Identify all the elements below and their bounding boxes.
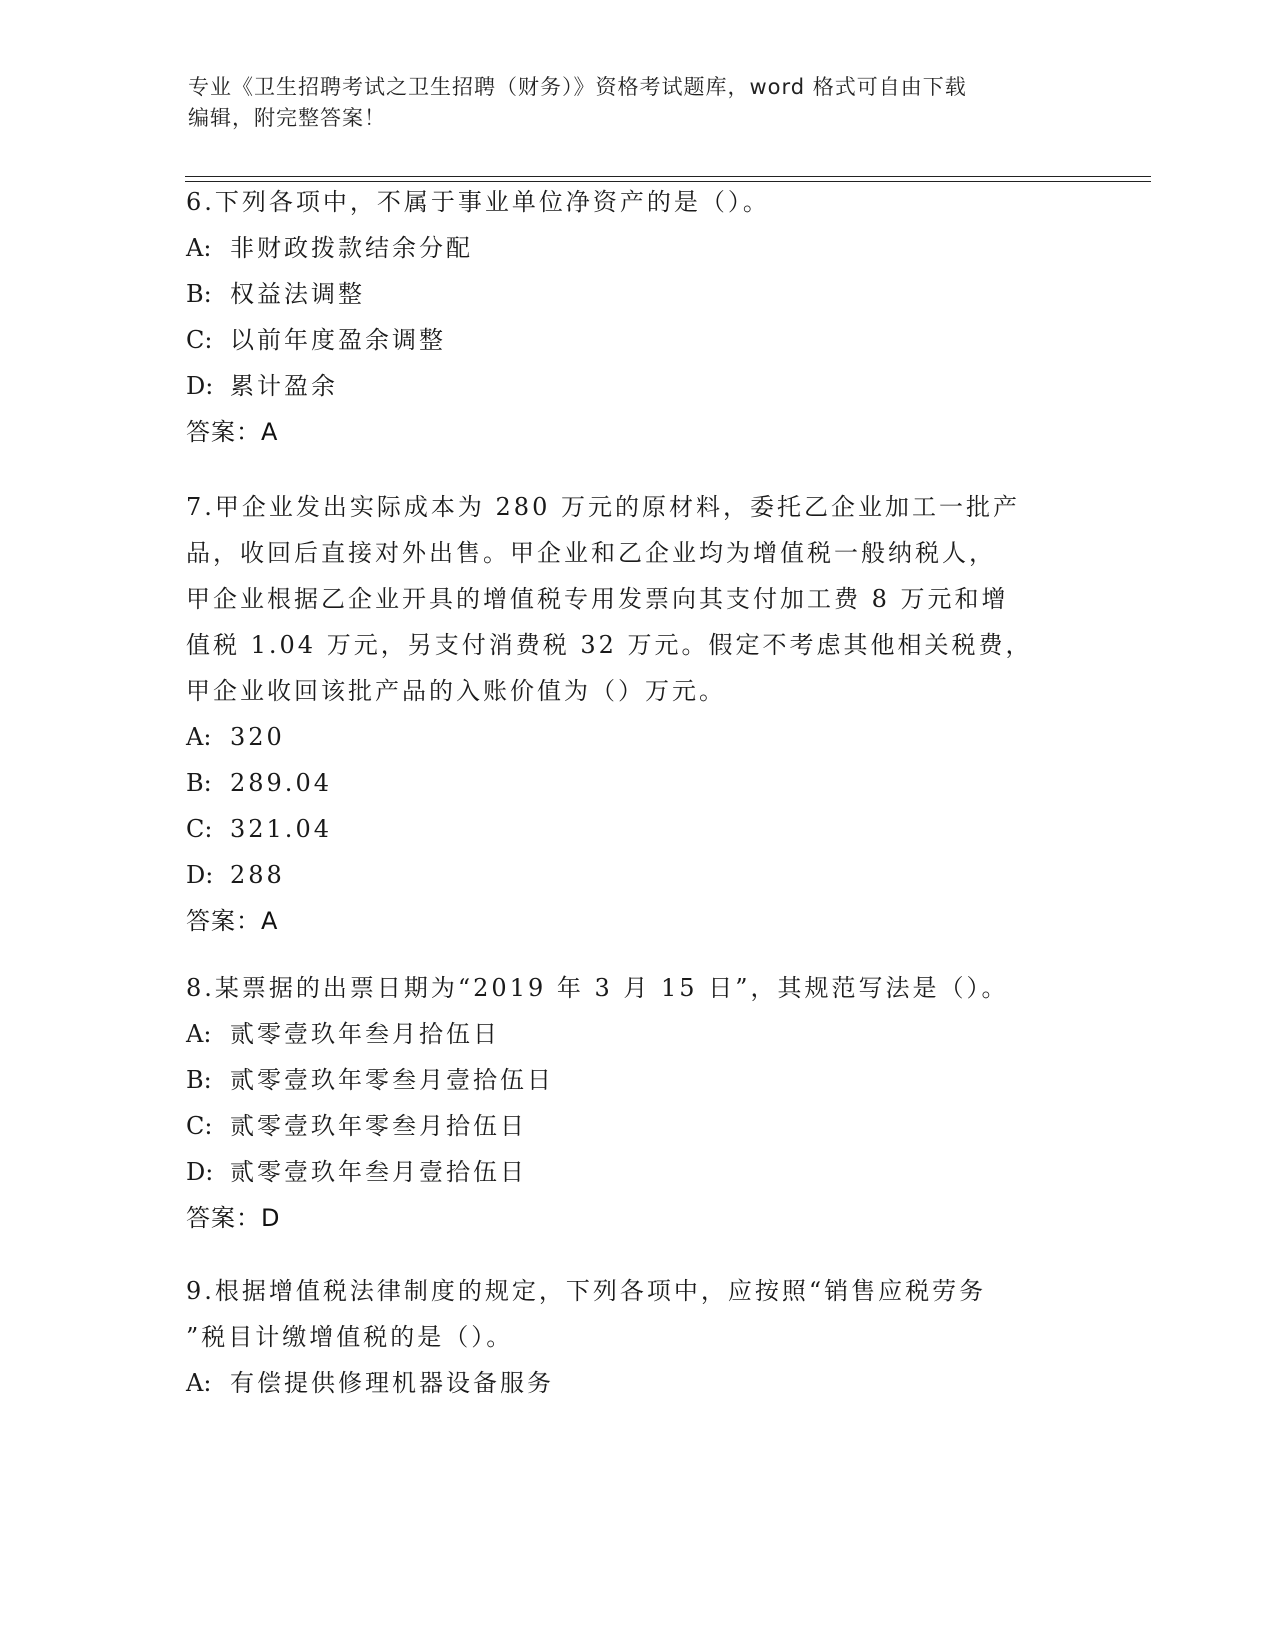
option-label: D: [186,861,214,889]
option-text: 贰零壹玖年叁月拾伍日 [230,1020,500,1048]
option-label: A: [186,723,212,751]
option-label: C: [186,326,213,354]
option-label: B: [186,769,212,797]
question-stem [186,179,1066,225]
question-6 [186,179,1066,455]
answer: 答案：A [186,418,279,446]
option-c [186,806,1066,852]
option-label: A: [186,1369,212,1397]
option-text: 贰零壹玖年叁月壹拾伍日 [230,1158,527,1186]
option-a [186,225,1066,271]
option-label: B: [186,280,212,308]
header-divider-top [185,176,1151,177]
option-label: B: [186,1066,212,1094]
option-text: 权益法调整 [230,280,365,308]
option-text: 321.04 [230,815,332,843]
option-text: 贰零壹玖年零叁月拾伍日 [230,1112,527,1140]
option-c [186,317,1066,363]
option-label: C: [186,815,213,843]
stem-line: 甲企业收回该批产品的入账价值为（）万元。 [186,677,726,705]
option-text: 贰零壹玖年零叁月壹拾伍日 [230,1066,554,1094]
stem-line: 值税 1.04 万元，另支付消费税 32 万元。假定不考虑其他相关税费， [186,631,1033,659]
question-stem [186,1268,1066,1360]
option-text: 非财政拨款结余分配 [230,234,473,262]
option-label: C: [186,1112,213,1140]
option-b [186,1057,1066,1103]
option-text: 320 [230,723,285,751]
option-text: 288 [230,861,285,889]
option-d [186,1149,1066,1195]
answer: 答案：A [186,907,279,935]
option-label: A: [186,234,212,262]
option-d [186,363,1066,409]
question-8 [186,965,1066,1241]
option-a [186,714,1066,760]
question-stem [186,965,1066,1011]
option-text: 以前年度盈余调整 [230,326,446,354]
stem-line: 品，收回后直接对外出售。甲企业和乙企业均为增值税一般纳税人， [186,539,996,567]
option-label: D: [186,1158,214,1186]
stem-line: 7.甲企业发出实际成本为 280 万元的原材料，委托乙企业加工一批产 [186,493,1020,521]
option-b [186,271,1066,317]
option-d [186,852,1066,898]
option-text: 有偿提供修理机器设备服务 [230,1369,554,1397]
stem-line: 9.根据增值税法律制度的规定，下列各项中，应按照“销售应税劳务 [186,1277,987,1305]
option-a [186,1360,1066,1406]
option-label: A: [186,1020,212,1048]
document-header [188,72,1068,134]
option-b [186,760,1066,806]
question-9 [186,1268,1066,1406]
option-text: 累计盈余 [230,372,338,400]
option-a [186,1011,1066,1057]
option-c [186,1103,1066,1149]
stem-line: ”税目计缴增值税的是（）。 [186,1323,514,1351]
option-text: 289.04 [230,769,332,797]
stem-line: 8.某票据的出票日期为“2019 年 3 月 15 日”，其规范写法是（）。 [186,974,1009,1002]
header-line-2: 编辑，附完整答案！ [188,106,386,130]
option-label: D: [186,372,214,400]
stem-line: 甲企业根据乙企业开具的增值税专用发票向其支付加工费 8 万元和增 [186,585,1009,613]
question-stem [186,484,1066,714]
header-line-1: 专业《卫生招聘考试之卫生招聘（财务）》资格考试题库，word 格式可自由下载 [188,75,967,99]
answer: 答案：D [186,1204,281,1232]
question-7 [186,484,1066,944]
stem-line: 6.下列各项中，不属于事业单位净资产的是（）。 [186,188,770,216]
